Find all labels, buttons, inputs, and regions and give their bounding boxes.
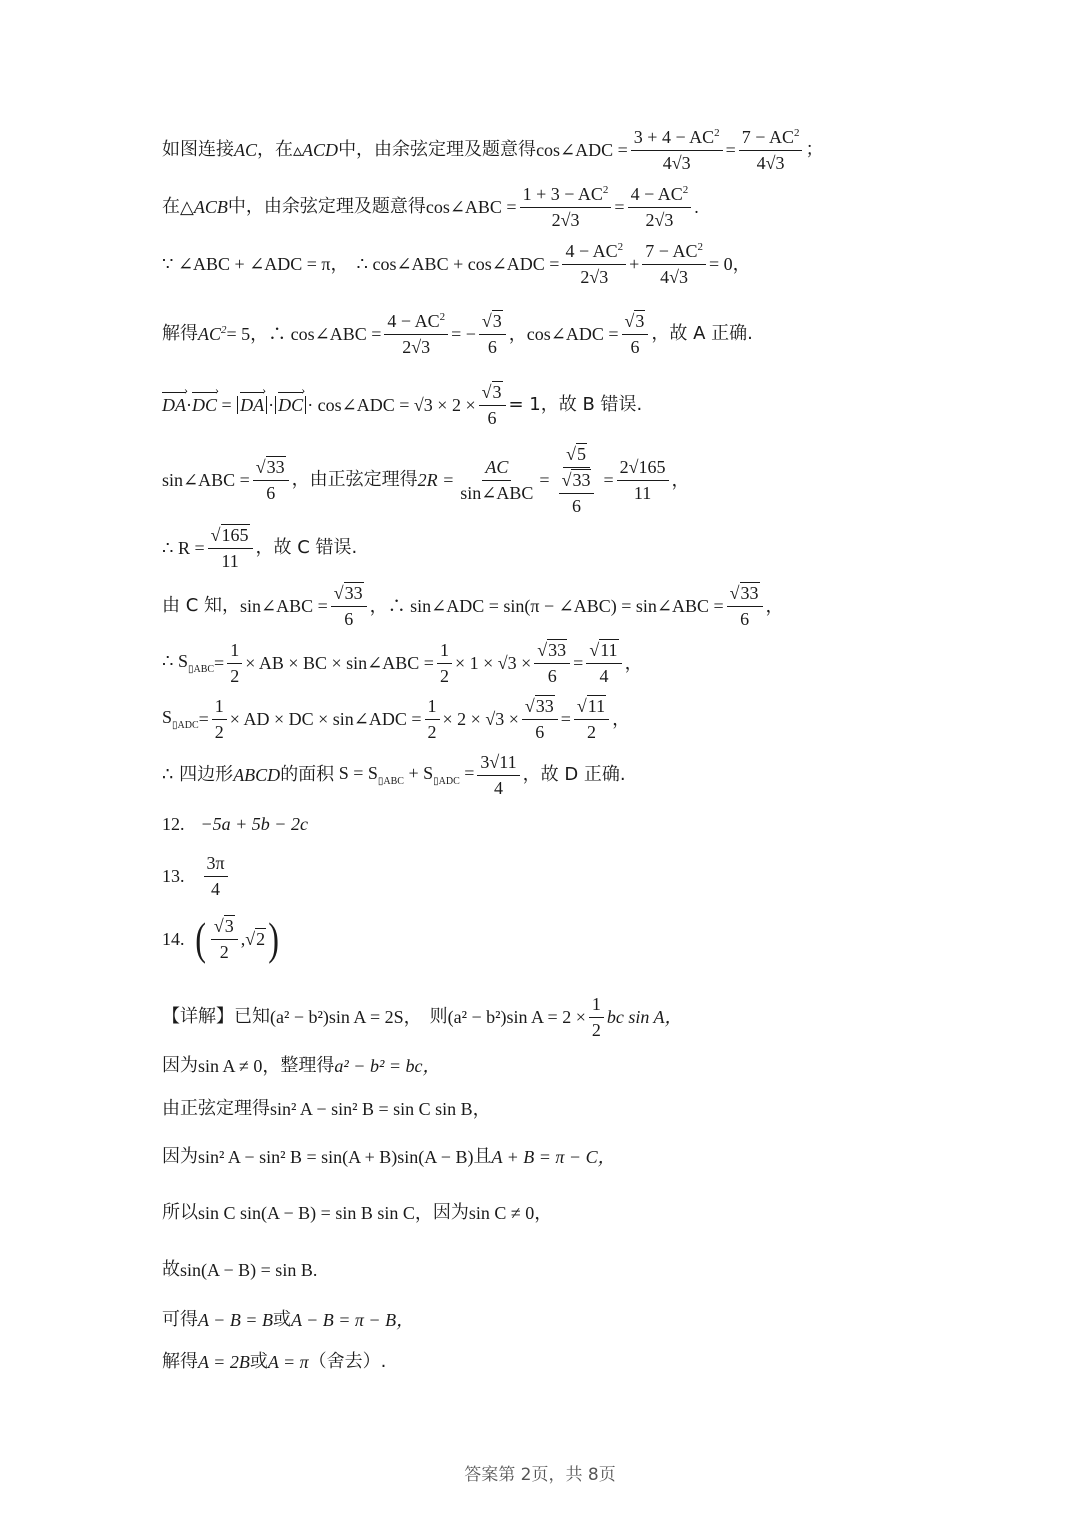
- fraction: $\frac{√33}{6}$: [331, 584, 367, 629]
- detail-line-8: 解得 A = 2B 或 A = π （舍去）.: [162, 1351, 387, 1372]
- fraction: $\frac{AC}{\text{sin∠ABC}}$: [460, 456, 534, 503]
- fraction: $\frac{1}{2}$: [425, 697, 440, 742]
- fraction: $\frac{4 - AC^2}{2√3}$: [562, 242, 626, 287]
- fraction: $\frac{2√165}{11}$: [617, 458, 669, 503]
- solution-line-11: ∴ 四边形 ABCD 的面积 $S = S_{▯ABC} + S_{▯ADC}$ = $\frac{3√11}{4}$ ，故 D 正确.: [162, 752, 626, 798]
- fraction: $\frac{√11}{2}$: [574, 697, 609, 742]
- answer-12: 12. −5a + 5b − 2c: [162, 814, 308, 834]
- detail-line-6: 故 sin(A − B) = sin B.: [162, 1259, 318, 1280]
- fraction: $\frac{√33}{6}$: [534, 641, 570, 686]
- solution-line-10: $S_{▯ADC}$ = $\frac{1}{2}$ × AD × DC × sin∠ADC = $\frac{1}{2}$ × 2 × √3 × $\frac{√33}{6}$ = $\frac{√11}{2}$ ，: [162, 696, 631, 742]
- fraction: $\frac{4 - AC^2}{2√3}$: [384, 312, 448, 357]
- solution-line-4: 解得 $AC^2$ = 5，∴ cos∠ABC = $\frac{4 - AC^2}{2√3}$ = − $\frac{√3}{6}$ ，cos∠ADC = $\frac{√3}{6}$ ，故 A 正确.: [162, 311, 753, 357]
- fraction: $\frac{1}{2}$: [212, 697, 227, 742]
- solution-line-6: sin∠ABC = $\frac{√33}{6}$ ，由正弦定理得 2R = $\frac{AC}{\text{sin∠ABC}}$ = $\frac{√5}{\frac{√33}{6}}$ = $\frac{2√165}{11}$ ，: [162, 444, 690, 516]
- fraction: $\frac{1}{2}$: [437, 641, 452, 686]
- fraction: $\frac{√5}{\frac{√33}{6}}$: [553, 445, 601, 516]
- fraction: $\frac{√3}{2}$: [211, 917, 238, 962]
- fraction: $\frac{3 + 4 - AC^2}{4√3}$: [631, 128, 723, 173]
- fraction: $\frac{√33}{6}$: [522, 697, 558, 742]
- fraction: $\frac{1}{2}$: [589, 995, 604, 1040]
- fraction: $\frac{7 - AC^2}{4√3}$: [739, 128, 803, 173]
- page-footer: 答案第 2页，共 8页: [464, 1465, 616, 1485]
- answer-12-expression: −5a + 5b − 2c: [200, 814, 308, 834]
- detail-line-7: 可得 A − B = B 或 A − B = π − B，: [162, 1309, 415, 1330]
- fraction: $\frac{√33}{6}$: [727, 584, 763, 629]
- detail-line-1: 【详解】已知 (a² − b²)sin A = 2S， 则 (a² − b²)sin A = 2 × $\frac{1}{2}$ bc sin A，: [162, 994, 683, 1040]
- fraction: $\frac{1}{2}$: [227, 641, 242, 686]
- detail-line-4: 因为 sin² A − sin² B = sin(A + B)sin(A − B) 且 A + B = π − C，: [162, 1146, 616, 1167]
- solution-line-2: 在 △ACB 中，由余弦定理及题意得 cos∠ABC = $\frac{1 + 3 - AC^2}{2√3}$ = $\frac{4 - AC^2}{2√3}$ .: [162, 184, 699, 230]
- answer-14: 14. ( $\frac{√3}{2}$ ,√2 ): [162, 913, 280, 964]
- solution-line-1: 如图连接 AC ，在 ▵ACD 中，由余弦定理及题意得 cos∠ADC = $\frac{3 + 4 - AC^2}{4√3}$ = $\frac{7 - AC^2}{4√3}$ ；: [162, 127, 824, 173]
- detail-line-2: 因为 sin A ≠ 0， 整理得 a² − b² = bc，: [162, 1055, 441, 1076]
- detail-line-3: 由正弦定理得 sin² A − sin² B = sin C sin B，: [162, 1098, 491, 1119]
- fraction: $\frac{3\pi}{4}$: [204, 854, 228, 899]
- fraction: $\frac{4 - AC^2}{2√3}$: [628, 185, 692, 230]
- fraction: $\frac{√33}{6}$: [253, 458, 289, 503]
- fraction: $\frac{√3}{6}$: [622, 312, 649, 357]
- solution-line-8: 由 C 知， sin∠ABC = $\frac{√33}{6}$ ，∴ sin∠ADC = sin(π − ∠ABC) = sin∠ABC = $\frac{√33}{6}$ ，: [162, 583, 784, 629]
- fraction: $\frac{√3}{6}$: [479, 312, 506, 357]
- solution-line-9: ∴ $S_{▯ABC}$ = $\frac{1}{2}$ × AB × BC × sin∠ABC = $\frac{1}{2}$ × 1 × √3 × $\frac{√33}{6}$ = $\frac{√11}{4}$ ，: [162, 640, 643, 686]
- fraction: $\frac{√11}{4}$: [586, 641, 621, 686]
- detail-line-5: 所以 sin C sin(A − B) = sin B sin C， 因为 sin C ≠ 0，: [162, 1202, 553, 1223]
- fraction: $\frac{√3}{6}$: [479, 383, 506, 428]
- fraction: $\frac{7 - AC^2}{4√3}$: [642, 242, 706, 287]
- solution-line-5: DA › · DC › = DA › · DC › · cos∠ADC = √3 × 2 × $\frac{√3}{6}$ = 1，故 B 错误.: [162, 383, 642, 428]
- solution-line-7: ∴ R = $\frac{√165}{11}$ ，故 C 错误.: [162, 525, 358, 571]
- fraction: $\frac{√165}{11}$: [208, 526, 253, 571]
- solution-line-3: ∵ ∠ABC + ∠ADC = π， ∴ cos∠ABC + cos∠ADC = $\frac{4 - AC^2}{2√3}$ + $\frac{7 - AC^2}{4√3}$ = 0，: [162, 241, 751, 287]
- answer-13: 13. $\frac{3\pi}{4}$: [162, 854, 231, 899]
- fraction: $\frac{3√11}{4}$: [477, 753, 519, 798]
- fraction: $\frac{1 + 3 - AC^2}{2√3}$: [520, 185, 612, 230]
